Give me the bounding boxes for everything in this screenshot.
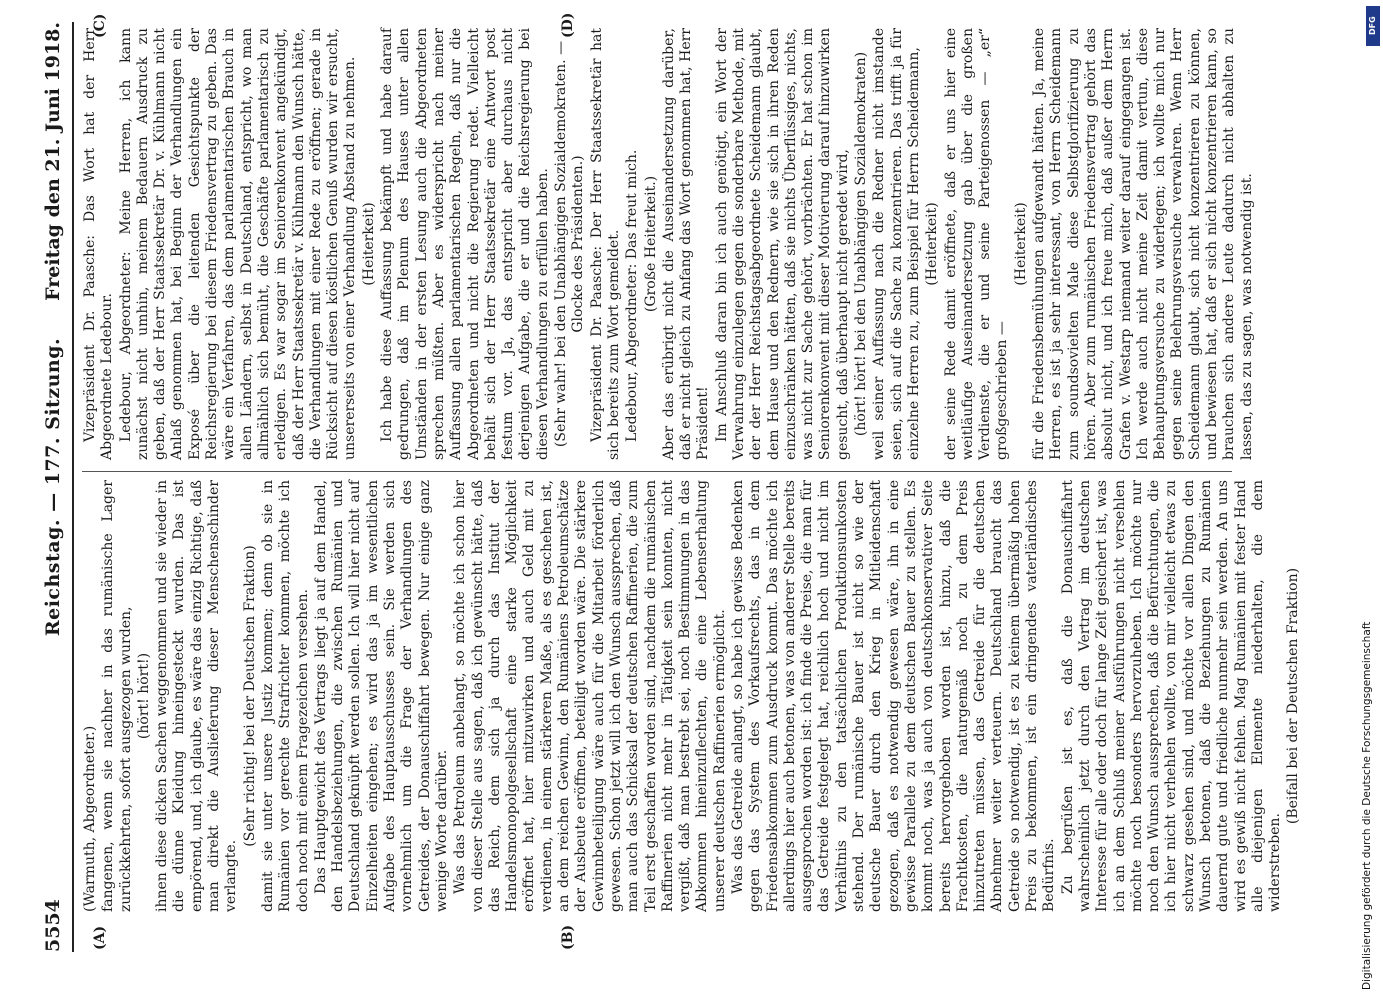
interjection: (Sehr wahr! bei den Unabhängigen Sozialdemokraten. — Glocke des Präsidenten.) (553, 40, 587, 448)
paragraph: Das Hauptgewicht des Vertrags liegt ja auf dem Handel, den Handelsbeziehungen, die zwischen Rumänien und Deutschland geknüpft werden sollen. Ich will hier nicht auf Einzelheiten eingehen; es wird das ja im wesentlichen Aufgabe des Hauptausschusses sein. Sie werden sich vornehmlich um die Frage der Verhandlungen des Getreides, der Donauschiffahrt bewegen. Nur einige ganz wenige Worte darüber. (312, 480, 450, 912)
session-title: Reichstag. — 177. Sitzung. (42, 337, 64, 637)
paragraph: der seine Rede damit eröffnete, daß er uns hier eine weitläufige Auseinandersetzung gab über die großen Verdienste, die er und seine Parteigenossen — „er“ großgeschrieben — (942, 28, 1011, 460)
paragraph: Vizepräsident Dr. Paasche: Der Herr Staatssekretär hat sich bereits zum Wort gemeldet. (588, 28, 622, 460)
paragraph: Was das Petroleum anbelangt, so möchte ich schon hier von dieser Stelle aus sagen, daß ich gewünscht hätte, daß das Reich, dem sich ja durch das Institut der Handelsmonopolgesellschaft eine starke Möglichkeit eröffnet hat, hier mitzuwirken und auch Geld mit zu verdienen, in einem stärkeren Maße, als es geschehen ist, an dem reichen Gewinn, den Rumäniens Petroleumschätze der Ausbeute eröffnen, beteiligt worden wäre. Die stärkere Gewinnbeteiligung wäre auch für die Mitarbeit förderlich gewesen. Schon jetzt will ich den Wunsch aussprechen, daß man auch das Schicksal der deutschen Raffinerien, die zum Teil erst geschaffen worden sind, nachdem die rumänischen Raffinerien nicht mehr in Tätigkeit sein konnten, nicht vergißt, daß man bestrebt sei, noch Bestimmungen in das Abkommen hineinzuflechten, die eine Lebenserhaltung unserer deutschen Raffinerien ermöglicht. (452, 480, 728, 912)
margin-marker-b: (B) (560, 924, 576, 950)
dfg-logo: DFG (1366, 6, 1380, 46)
paragraph: Im Anschluß daran bin ich auch genötigt, ein Wort der Verwahrung einzulegen gegen die sonderbare Methode, mit der der Herr Reichstagsabgeordnete Scheidemann glaubt, dem Hause und den Rednern, wie sie sich in ihren Reden einzuschränken hätten, daß sie nichts Überflüssiges, nichts, was nicht zur Sache gehört, vorbrächten. Er hat schon im Seniorenkonvent mit dieser Motivierung darauf hinzuwirken gesucht, daß überhaupt nicht geredet wird, (713, 28, 851, 460)
paragraph: Ledebour, Abgeordneter: Das freut mich. (624, 149, 641, 442)
paragraph: für die Friedensbemühungen aufgewandt hätten. Ja, meine Herren, es ist ja sehr interessant, von Herrn Scheidemann zum soundsovielten Male diese Selbstglorifizierung zu hören. Aber zum rumänischen Friedensvertrag gehört das absolut nicht, und ich freue mich, daß außer dem Herrn Grafen v. Westarp niemand weiter darauf eingegangen ist. Ich werde auch nicht meine Zeit damit vertun, diese Behauptungsversuche zu widerlegen; ich wollte mich nur gegen seine Belehrungsversuche verwahren. Wenn Herr Scheidemann glaubt, sich nicht konzentrieren zu können, und bewiesen hat, daß er sich nicht konzentrieren kann, so brauchen sich andere Leute dadurch nicht abhalten zu lassen, das zu sagen, was notwendig ist. (1031, 28, 1255, 460)
paragraph: weil seiner Auffassung nach die Redner nicht imstande seien, sich auf die Sache zu konzentrieren. Das trifft ja für einzelne Herren zu, zum Beispiel für Herrn Scheidemann, (871, 28, 922, 460)
interjection: (Heiterkeit) (924, 202, 941, 286)
paragraph: Vizepräsident Dr. Paasche: Das Wort hat der Herr Abgeordnete Ledebour. (82, 28, 116, 460)
column-divider (82, 471, 1232, 472)
page-header (38, 22, 74, 952)
interjection: (Sehr richtig! bei der Deutschen Fraktion) (241, 545, 258, 847)
paragraph: Aber das erübrigt nicht die Auseinandersetzung darüber, daß er nicht gleich zu Anfang das Wort genommen hat, Herr Präsident! (660, 28, 712, 460)
digitization-credit: Digitalisierung gefördert durch die Deutsche Forschungsgemeinschaft (1361, 621, 1373, 990)
interjection: (Beifall bei der Deutschen Fraktion) (1285, 567, 1302, 825)
paragraph: Was das Getreide anlangt, so habe ich gewisse Bedenken gegen das System des Vorkaufsrechts, das in dem Friedensabkommen zum Ausdruck kommt. Das möchte ich allerdings hier auch betonen, was von anderer Stelle bereits ausgesprochen worden ist: ich finde die Preise, die man für das Getreide festgelegt hat, reichlich hoch und nicht im Verhältnis zu den tatsächlichen Produktionsunkosten stehend. Der rumänische Bauer ist nicht so wie der deutsche Bauer durch den Krieg in Mitleidenschaft gezogen, daß es notwendig gewesen wäre, ihn in eine gewisse Parallele zu dem deutschen Bauer zu stellen. Es kommt noch, was ja auch von deutschkonservativer Seite bereits hervorgehoben worden ist, hinzu, daß die Frachtkosten, die naturgemäß noch zu dem Preis hinzutreten müssen, das Getreide für die deutschen Abnehmer weiter verteuern. Deutschland braucht das Getreide so notwendig, ist es zu keinem übermäßig hohen Preis zu bekommen, ist ein dringendes vaterländisches Bedürfnis. (729, 480, 1058, 912)
paragraph: Ledebour, Abgeordneter: Meine Herren, ich kann zunächst nicht umhin, meinem Bedauern Ausdruck zu geben, daß der Herr Staatssekretär Dr. v. Kühlmann nicht Anlaß genommen hat, bei Beginn der Verhandlungen ein Exposé über die leitenden Gesichtspunkte der Reichsregierung bei diesem Friedensvertrag zu geben. Das wäre ein Verfahren, das dem parlamentarischen Brauch in allen Ländern, selbst in Deutschland, entspricht, wo man allmählich sich bemüht, die Geschäfte parlamentarisch zu erledigen. Es war sogar im Seniorenkonvent angekündigt, daß der Herr Staatssekretär v. Kühlmann den Wunsch hätte, die Verhandlungen mit einer Rede zu eröffnen; gerade in Rücksicht auf diesen köstlichen Genuß wurden wir ersucht, unsererseits von einer Verhandlung Abstand zu nehmen. (117, 28, 359, 460)
interjection: (Große Heiterkeit.) (642, 175, 659, 313)
paragraph: Ich habe diese Auffassung bekämpft und habe darauf gedrungen, daß im Plenum des Hauses unter allen Umständen in der ersten Lesung auch die Abgeordneten sprechen müßten. Aber es widerspricht nach meiner Auffassung allen parlamentarischen Regeln, daß nur die Abgeordneten und nicht die Regierung redet. Vielleicht behält sich der Herr Staatssekretär eine Antwort post festum vor. Ja, das entspricht aber durchaus nicht derjenigen Aufgabe, die er und die Reichsregierung bei diesen Verhandlungen zu erfüllen haben. (379, 28, 551, 460)
interjection: (Heiterkeit) (360, 202, 377, 286)
paragraph: damit sie unter unsere Justiz kommen; denn ob sie in Rumänien vor gerechte Strafrichter kommen, möchte ich doch noch mit einem Fragezeichen versehen. (259, 480, 311, 912)
paragraph: ihnen diese dicken Sachen weggenommen und sie wieder in die dünne Kleidung hineingesteckt wurden. Das ist empörend, und, ich glaube, es wäre das einzig Richtige, daß man direkt die Auslieferung dieser Menschenschinder verlangte. (154, 480, 240, 912)
margin-marker-d: (D) (560, 12, 576, 38)
interjection: (hört! hört!) (135, 652, 152, 740)
margin-marker-a: (A) (92, 925, 108, 950)
interjection: (hört! hört! bei den Unabhängigen Sozialdemokraten) (853, 51, 870, 437)
left-column (82, 480, 1304, 912)
paragraph: fangenen, wenn sie nachher in das rumänische Lager zurückkehrten, sofort ausgezogen wurden, (100, 480, 134, 912)
interjection: (Heiterkeit) (1012, 202, 1029, 286)
paragraph: Zu begrüßen ist es, daß die Donauschiffahrt wahrscheinlich jetzt durch den Vertrag im deutschen Interesse für alle oder doch für lange Zeit gesichert ist, was ich an dem Schluß meiner Ausführungen nicht versehlen möchte noch besonders hervorzuheben. Ich möchte nur noch den Wunsch aussprechen, daß die Befürchtungen, die ich hier nicht verhehlen wollte, von mir vielleicht etwas zu schwarz gesehen sind, und möchte vor allen Dingen den Wunsch betonen, daß die Beziehungen zu Rumänien dauernd gute und friedliche nunmehr sein werden. An uns wird es gewiß nicht fehlen. Mag Rumänien mit fester Hand alle diejenigen Elemente niederhalten, die dem widerstreben. (1059, 480, 1284, 912)
speaker-continuation: (Warmuth, Abgeordneter.) (82, 725, 98, 912)
page-number: 5554 (42, 899, 64, 952)
digitization-note (1345, 0, 1383, 1000)
right-column (82, 28, 1257, 460)
session-date: Freitag den 21. Juni 1918. (42, 22, 64, 301)
margin-marker-c: (C) (92, 13, 108, 38)
